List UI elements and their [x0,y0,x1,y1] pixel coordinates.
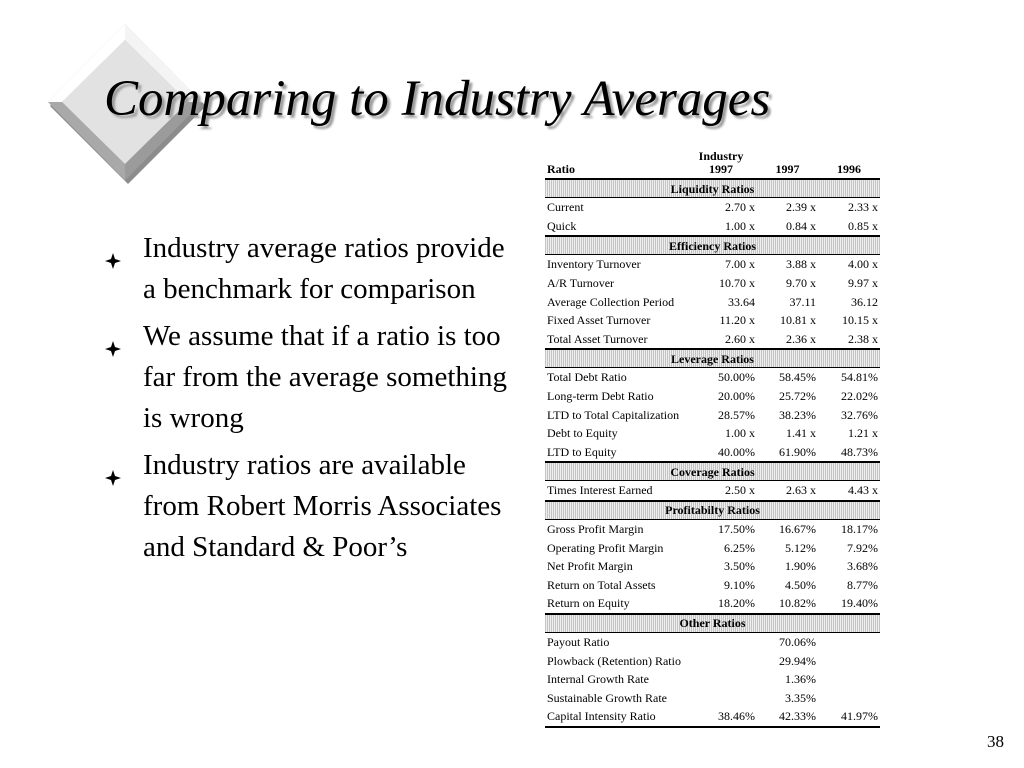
ratio-name-cell: Return on Equity [547,596,630,611]
table-row [545,292,880,311]
ratio-name-cell: Sustainable Growth Rate [547,690,667,705]
bullet-text: We assume that if a ratio is too far from the average something is wrong [143,320,507,434]
value-1996-cell: 2.33 x [848,200,878,215]
section-header-row [545,179,880,198]
ratio-name-cell: Current [547,200,584,215]
value-1997-cell: 58.45% [779,370,816,385]
value-1997-cell: 1.90% [785,559,816,574]
table-section [545,462,880,501]
industry-value-cell: 40.00% [718,444,755,459]
industry-value-cell [685,670,757,689]
value-1997-cell: 61.90% [779,444,816,459]
value-1996-cell: 4.43 x [848,483,878,498]
value-1996-cell: 8.77% [847,577,878,592]
value-1997-cell: 42.33% [757,707,818,727]
value-1996-cell: 41.97% [818,707,880,727]
four-point-star-bullet-icon [105,328,121,344]
ratio-name-cell: Gross Profit Margin [547,522,644,537]
ratio-name-cell: LTD to Equity [547,444,617,459]
four-point-star-bullet-icon [105,240,121,256]
table-row [545,330,880,350]
table-section [545,236,880,349]
section-header: Liquidity Ratios [545,179,880,198]
table-row [545,632,880,651]
industry-value-cell: 2.60 x [725,331,755,346]
four-point-star-bullet-icon [105,457,121,473]
bullet-text: Industry ratios are available from Robert Morris Associates and Standard & Poor’s [143,449,502,563]
value-1996-cell [818,632,880,651]
ratio-name-cell: Internal Growth Rate [547,672,649,687]
section-header-row [545,349,880,368]
industry-value-cell: 1.00 x [725,426,755,441]
ratio-name-cell: Payout Ratio [547,634,610,649]
header-ratio: Ratio [547,162,575,176]
industry-value-cell: 2.70 x [725,200,755,215]
header-industry-line1: Industry [698,149,744,163]
value-1997-cell: 2.39 x [786,200,816,215]
table-row [545,255,880,274]
value-1997-cell: 1.41 x [786,426,816,441]
value-1996-cell: 54.81% [841,370,878,385]
ratio-name-cell: LTD to Total Capitalization [547,407,680,422]
table-row [545,519,880,538]
value-1996-cell: 32.76% [841,407,878,422]
ratio-name-cell: Return on Total Assets [547,577,656,592]
value-1997-cell: 3.35% [785,690,816,705]
value-1996-cell: 9.97 x [848,276,878,291]
table-row [545,557,880,576]
table-section [545,614,880,727]
value-1997-cell: 4.50% [785,577,816,592]
value-1997-cell: 25.72% [779,389,816,404]
industry-value-cell: 1.00 x [725,218,755,233]
ratio-name-cell: A/R Turnover [547,276,615,291]
bullet-item [105,228,515,310]
table-row [545,707,880,727]
section-header: Other Ratios [545,614,880,633]
ratio-name-cell: Total Asset Turnover [547,331,648,346]
table-row [545,217,880,237]
industry-value-cell [685,632,757,651]
value-1997-cell: 38.23% [779,407,816,422]
industry-value-cell: 6.25% [724,540,755,555]
table-section [545,349,880,462]
industry-value-cell: 38.46% [685,707,757,727]
value-1997-cell: 2.63 x [786,483,816,498]
table-header-row [545,150,880,179]
table-row [545,688,880,707]
value-1996-cell: 7.92% [847,540,878,555]
value-1997-cell: 9.70 x [786,276,816,291]
table-row [545,651,880,670]
bullet-text: Industry average ratios provide a benchmark for comparison [143,232,505,305]
table-row [545,594,880,614]
value-1997-cell: 10.82% [779,596,816,611]
section-header-row [545,614,880,633]
ratio-name-cell: Operating Profit Margin [547,540,664,555]
industry-value-cell: 50.00% [718,370,755,385]
industry-value-cell: 20.00% [718,389,755,404]
value-1996-cell: 3.68% [847,559,878,574]
table-row [545,481,880,501]
table-row [545,405,880,424]
industry-value-cell: 33.64 [728,294,755,309]
value-1997-cell: 10.81 x [780,313,816,328]
value-1997-cell: 3.88 x [786,257,816,272]
value-1997-cell: 70.06% [779,634,816,649]
table-row [545,387,880,406]
table-row [545,274,880,293]
value-1996-cell: 2.38 x [848,331,878,346]
industry-value-cell: 11.20 x [719,313,755,328]
header-1997: 1997 [775,162,800,176]
value-1997-cell: 1.36% [785,672,816,687]
industry-value-cell [685,688,757,707]
table-row [545,368,880,387]
section-header-row [545,501,880,520]
ratio-name-cell: Inventory Turnover [547,257,641,272]
section-header: Coverage Ratios [545,462,880,481]
industry-value-cell: 18.20% [718,596,755,611]
value-1996-cell: 0.85 x [848,218,878,233]
table-section [545,501,880,614]
ratio-name-cell: Times Interest Earned [547,483,653,498]
value-1996-cell [818,651,880,670]
table-row [545,424,880,443]
section-header: Profitabilty Ratios [545,501,880,520]
header-1996: 1996 [837,162,861,176]
industry-value-cell: 7.00 x [725,257,755,272]
bullet-item [105,445,515,568]
ratio-name-cell: Fixed Asset Turnover [547,313,651,328]
ratio-name-cell: Total Debt Ratio [547,370,627,385]
page-number: 38 [987,732,1004,751]
ratio-name-cell: Plowback (Retention) Ratio [547,653,681,668]
industry-value-cell: 10.70 x [719,276,755,291]
header-industry [685,150,757,179]
ratio-name-cell: Long-term Debt Ratio [547,389,654,404]
table-row [545,311,880,330]
section-header-row [545,236,880,255]
industry-value-cell: 17.50% [718,522,755,537]
ratio-name-cell: Quick [547,218,577,233]
ratio-name-cell: Debt to Equity [547,426,618,441]
value-1996-cell: 4.00 x [848,257,878,272]
bullet-item [105,316,515,439]
section-header: Leverage Ratios [545,349,880,368]
value-1997-cell: 37.11 [789,294,816,309]
value-1996-cell: 48.73% [841,444,878,459]
header-industry-line2: 1997 [709,162,733,176]
industry-value-cell: 9.10% [724,577,755,592]
table-row [545,576,880,595]
value-1996-cell: 19.40% [841,596,878,611]
value-1996-cell: 36.12 [851,294,878,309]
section-header-row [545,462,880,481]
value-1997-cell: 29.94% [779,653,816,668]
bullet-list [105,228,515,574]
value-1996-cell: 10.15 x [842,313,878,328]
value-1996-cell: 18.17% [841,522,878,537]
slide-title: Comparing to Industry Averages [104,71,771,127]
ratio-table [545,150,880,728]
industry-value-cell [685,651,757,670]
industry-value-cell: 28.57% [718,407,755,422]
ratio-name-cell: Net Profit Margin [547,559,633,574]
industry-value-cell: 2.50 x [725,483,755,498]
table-row [545,670,880,689]
table-row [545,443,880,463]
ratio-name-cell: Average Collection Period [547,294,675,309]
value-1996-cell [818,670,880,689]
value-1997-cell: 5.12% [785,540,816,555]
value-1997-cell: 0.84 x [786,218,816,233]
ratio-name-cell: Capital Intensity Ratio [545,707,685,727]
value-1997-cell: 2.36 x [786,331,816,346]
table-section [545,179,880,236]
value-1997-cell: 16.67% [779,522,816,537]
table-row [545,198,880,217]
table-row [545,538,880,557]
value-1996-cell: 22.02% [841,389,878,404]
value-1996-cell [818,688,880,707]
value-1996-cell: 1.21 x [848,426,878,441]
section-header: Efficiency Ratios [545,236,880,255]
industry-value-cell: 3.50% [724,559,755,574]
